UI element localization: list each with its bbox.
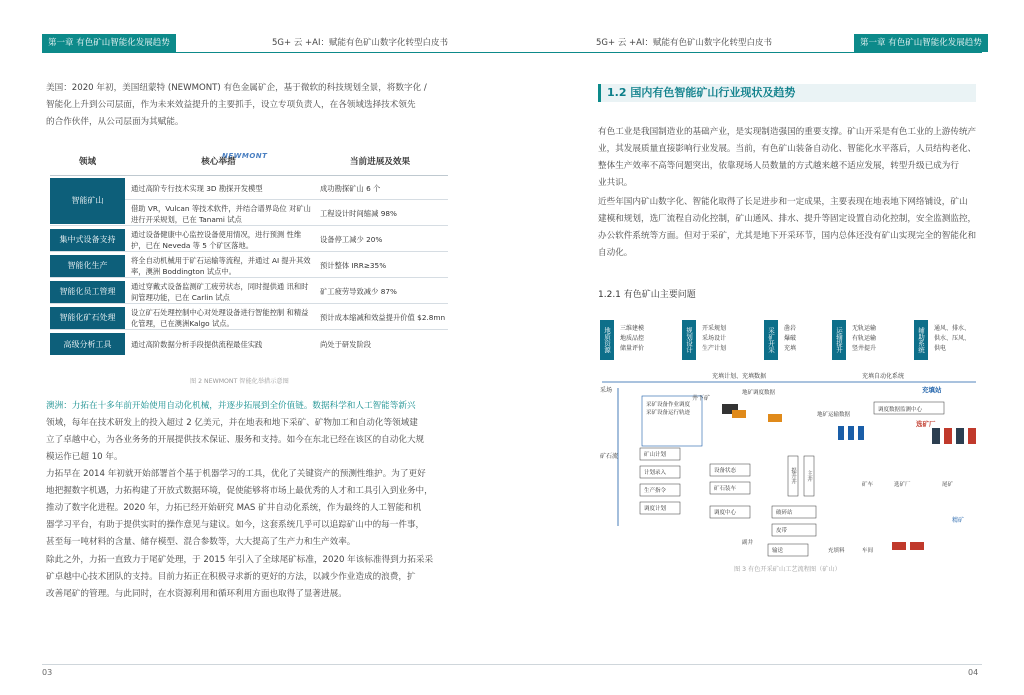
header-divider [42,52,512,53]
para-line: 模运作已超 10 年。 [46,452,123,462]
para-line: 推动了数字化进程。2020 年，力拓已经开始研究 MAS 矿井自动化系统，作为最终的人工智能和机 [46,503,422,513]
svg-text:供电: 供电 [934,345,947,352]
area-cell: 智能化生产 [50,255,125,277]
para-line: 器学习平台，有助于提供实时的操作意见与建议。如今，这套系统几乎可以追踪矿山中的每一件事， [46,520,425,530]
svg-text:通风、排水、: 通风、排水、 [934,325,971,332]
industry-paragraph-1 [598,124,982,192]
measure-cell: 通过穿戴式设备监测矿工疲劳状态，同时提供通 讯和时间管理功能，已在 Carlin 试点 [131,281,309,302]
svg-text:运输提升: 运输提升 [835,327,843,353]
svg-text:辅助系统: 辅助系统 [917,327,925,353]
svg-text:有轨运输: 有轨运输 [852,335,877,342]
process-label: 调度中心 [714,510,737,516]
phase-mining [764,320,797,360]
svg-text:充填: 充填 [784,345,797,352]
right-page [512,0,1024,695]
header-progress: 当前进展及效果 [349,157,411,167]
table-row [50,228,448,252]
area-cell: 智能化员工管理 [50,281,125,303]
para-line: 办公软件系统等方面。但对于采矿，尤其是地下开采环节，国内总体还没有矿山实现完全的智能化和 [598,231,977,241]
geo-sub-label: 采矿设备运行轨迹 [646,410,691,416]
stope-label: 采场 [600,387,613,394]
load-label: 矿石装车 [714,486,737,492]
status-label: 设备状态 [714,468,737,474]
intro-line: 智能化上升到公司层面，作为未来效益提升的主要抓手，设立专项负责人，在各领域选择技术领先 [46,100,416,110]
truck-label: 矿车 [862,482,874,488]
para-line: 业，其发展质量直接影响行业发展。当前，有色矿山装备自动化、智能化水平落后，人员结构老化、 [598,144,977,154]
para-line: 近些年国内矿山数字化、智能化取得了长足进步和一定成果，主要表现在地表地下网络铺设，矿山 [598,197,968,207]
para-line: 自动化。 [598,248,633,258]
para-line: 立了卓越中心，为各业务务的开展提供技术保证、服务和支持。如今在东北已经在该区的自动化大规 [46,435,425,445]
para-line: 地把握数字机遇，力拓构建了开放式数据环境，促使能够将市场上最优秀的人才和工具引入到业务中， [46,486,433,496]
para-line: 改善尾矿的管理。与此同时，在水资源利用和循环利用方面也取得了显著进展。 [46,589,347,599]
measure-cell: 借助 VR，Vulcan 等技术软件，并结合谱界岛位 对矿山进行开采规划，已在 Tanami 试点 [131,203,311,224]
phase-band [600,320,970,360]
area-cell: 智能化矿石处理 [50,307,125,329]
cmd-bench-label: 生产指令 [644,488,667,494]
para-line [46,398,448,415]
finish-label: 精矿 [952,517,965,524]
svg-text:采场设计: 采场设计 [702,335,727,342]
phase-auxiliary [914,320,970,360]
shaft-label: 提升井 [790,467,796,485]
phase-geology [600,320,644,360]
progress-cell: 矿工疲劳导致减少 87% [320,287,397,296]
para-line-text: 澳洲：力拓在十多年前开始使用自动化机械，并逐步拓展到全价值链。数据科学和人工智能等新兴 [46,401,416,411]
rio-paragraph-3 [46,552,448,603]
bench-sched-label: 调度计划 [644,506,667,512]
plant-label: 选矿厂 [894,482,911,488]
flow-area [600,372,976,556]
svg-text:规划设计: 规划设计 [685,327,693,353]
car-label: 车间 [862,548,874,554]
dispatch-label: 地矿调度数据 [742,390,776,396]
newmont-table [50,150,448,356]
table-row [50,280,448,304]
intro-line: 美国：2020 年初，美国纽蒙特 (NEWMONT) 有色金属矿企，基于微软的科技规划全景，将数字化 / [46,83,427,93]
page-number: 04 [968,668,979,677]
progress-cell: 成功勘探矿山 6 个 [320,184,381,193]
intro-paragraph [46,80,448,131]
conveyor-label: 皮带 [776,528,788,534]
svg-text:开采规划: 开采规划 [702,325,727,332]
svg-text:地质资源: 地质资源 [603,327,611,353]
table-header [50,150,448,172]
crusher-label: 破碎站 [776,510,793,516]
mill-label: 选矿厂 [916,420,936,428]
geo-model-label: 采矿设备作业调度 [646,402,691,408]
para-line: 业共识。 [598,178,633,188]
svg-text:采矿开采: 采矿开采 [767,327,775,353]
footer-divider [42,664,512,665]
newmont-logo: NEWMONT [222,152,268,160]
svg-text:凿岩: 凿岩 [784,325,797,332]
footer-divider [512,664,982,665]
progress-cell: 工程设计时间缩减 98% [320,209,397,218]
intro-line: 的合作伙伴，从公司层面为其赋能。 [46,117,184,127]
table-row [50,254,448,278]
svg-text:竖井提升: 竖井提升 [852,345,877,352]
svg-text:储量评价: 储量评价 [620,345,645,352]
table-row [50,306,448,330]
para-line: 甚至每一吨材料的含量、储存模型、混合参数等，大大提高了生产力和生产效率。 [46,537,356,547]
tailings-label: 尾矿 [942,482,954,488]
progress-cell: 预计成本缩减和效益提升价值 $2.8mn [320,313,446,322]
measure-cell: 将全自动机械用于矿石运输等流程，并通过 AI 提升其效率，澳洲 Boddington 试点中。 [131,255,311,276]
header-divider [512,52,982,53]
industry-paragraph-2 [598,194,982,262]
area-cell: 智能矿山 [50,178,125,224]
svg-text:生产计划: 生产计划 [702,345,727,352]
header-measure: 核心举措 [201,157,236,167]
diagram-caption: 图 3 有色开采矿山工艺流程图（矿山） [734,566,841,573]
svg-text:地质品控: 地质品控 [620,335,645,342]
table-row [50,332,448,356]
para-line: 除此之外，力拓一直致力于尾矿处理，于 2015 年引入了全球尾矿标准，2020 年该标准得到力拓采采 [46,555,434,565]
running-title: 5G+ 云 +AI：赋能有色矿山数字化转型白皮书 [596,38,772,48]
para-line: 整体生产效率不高等问题突出，依靠现场人员数量的方式越来越不适应发展，转型升级已成为行 [598,161,959,171]
svg-text:爆破: 爆破 [784,335,797,342]
chapter-tab: 第一章 有色矿山智能化发展趋势 [42,34,176,52]
progress-cell: 设备停工减少 20% [320,235,383,244]
section-title: 1.2 国内有色智能矿山行业现状及趋势 [598,84,976,102]
svg-text:供水、压风、: 供水、压风、 [934,335,971,342]
deliver-label: 输送 [772,548,784,554]
fill-station-label: 充填站 [922,386,942,394]
mine-plan-label: 矿山计划 [644,452,667,458]
area-cell: 高级分析工具 [50,333,125,355]
progress-cell: 预计整体 IRR≥35% [320,261,387,270]
chapter-tab: 第一章 有色矿山智能化发展趋势 [854,34,988,52]
dispatch2-label: 地矿运输数据 [817,412,851,418]
measure-cell: 通过设备健康中心监控设备使用情况，进行预测 性维护，已在 Neveda 等 5 个矿区落地。 [131,229,302,250]
table-caption: 图 2 NEWMONT 智能化举措示意图 [190,378,289,385]
para-line: 有色工业是我国制造业的基础产业，是实现制造强国的重要支撑。矿山开采是有色工业的上游传统产 [598,127,977,137]
measure-cell: 通过高阶数据分析手段提供流程最佳实践 [131,339,263,349]
running-title: 5G+ 云 +AI：赋能有色矿山数字化转型白皮书 [272,38,448,48]
rio-paragraph-1 [46,398,448,466]
table-row [50,178,448,205]
para-line: 建模和规划，选厂流程自动化控制，矿山通风、排水、提升等固定设置自动化控制，安全监测监控， [598,214,977,224]
phase-transport [832,320,876,360]
main-shaft-label: 主井 [806,470,812,482]
page-number: 03 [42,668,53,677]
para-line: 力拓早在 2014 年初就开始部署首个基于机器学习的工具，优化了关键资产的预测性维护。为了更好 [46,469,426,479]
svg-text:无轨运输: 无轨运输 [852,325,877,332]
auto-sys-label: 充填自动化系统 [862,373,905,380]
measure-cell: 设立矿石处理控制中心对处理设备进行智能控制 和精益化管理，已在澳洲Kalgo 试点。 [131,307,309,328]
rio-paragraph-2 [46,466,448,551]
underground-label: 井下矿 [692,395,711,402]
plan-bench-label: 计划录入 [644,470,667,476]
para-line: 矿卓越中心技术团队的支持。目前力拓正在积极寻求新的更好的方法，以减少作业造成的浪费，扩 [46,572,416,582]
subsection-title: 1.2.1 有色矿山主要问题 [598,290,696,300]
plan-mine-label: 充填计划、充填数据 [712,373,767,380]
ore-flow-label: 矿石流 [600,453,619,460]
mining-process-diagram [592,316,986,566]
measure-cell: 通过高阶专行技术实现 3D 勘探开发模型 [131,184,263,193]
area-cell: 集中式设备支持 [50,229,125,251]
phase-planning [682,320,726,360]
svg-text:三维建模: 三维建模 [620,325,645,332]
shaft2-label: 副井 [742,540,754,546]
header-area: 领域 [78,157,97,167]
progress-cell: 尚处于研发阶段 [320,339,372,349]
para-line: 领域，每年在技术研发上的投入超过 2 亿美元，并在地表和地下采矿、矿物加工和自动化等领域建 [46,418,418,428]
sand-label: 充填料 [828,548,845,554]
platform-label: 调度数据监测中心 [878,407,923,413]
